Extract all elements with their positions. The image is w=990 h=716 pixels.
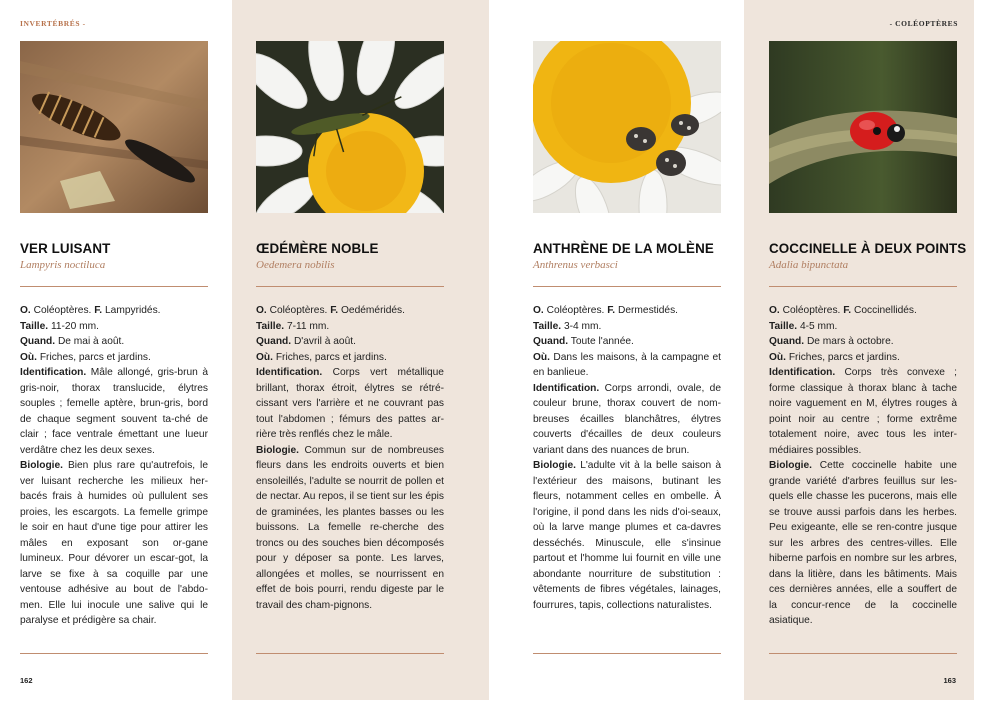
species-description: O. Coléoptères. F. Lampyridés. Taille. 11-20 mm. Quand. De mai à août. Où. Friches, parcs et jardins. Identification. Mâle allongé, gris-brun à gris-noir, thorax translucide, élytres souples ; femelle aptère, brun-gris, bord de chaque segment souvent ta-ché de clair ; face ventrale émettant une lueur verdâtre chez les deux sexes. Biologie. Bien plus rare qu'autrefois, le ver luisant recherche les milieux her-bacés frais à humides où pullulent ses proies, les escargots. La femelle grimpe le soir en haut d'une tige pour attirer les mâles en exposant son or-gane lumineux. Pour dévorer un escar-got, la larve se fixe à sa coquille par une ventouse adhésive au bout de l'abdo-men. Elle lui inocule une salive qui le paralyse et prédigère sa chair. bbox=[20, 305, 208, 626]
divider bbox=[256, 653, 444, 654]
running-head: INVERTÉBRÉS - bbox=[20, 19, 86, 28]
page-number: 163 bbox=[943, 676, 956, 685]
divider bbox=[533, 653, 721, 654]
carpet-beetle-photo bbox=[533, 41, 721, 213]
species-latin-name: Adalia bipunctata bbox=[769, 259, 849, 271]
species-card bbox=[20, 41, 208, 629]
flower-beetle-photo bbox=[256, 41, 444, 213]
species-name: ANTHRÈNE DE LA MOLÈNE bbox=[533, 241, 714, 256]
glowworm-photo bbox=[20, 41, 208, 213]
right-page bbox=[495, 0, 990, 716]
page-number: 162 bbox=[20, 676, 33, 685]
species-description: O. Coléoptères. F. Coccinellidés. Taille. 4-5 mm. Quand. De mars à octobre. Où. Friches, parcs et jardins. Identification. Corps très convexe ; forme classique à thorax blanc à tache noire vaguement en M, élytres rouges à point noir au centre ; forme extrême totalement noire, avec tous les inter-médiaires possibles. Biologie. Cette coccinelle habite une grande variété d'arbres feuillus sur les-quels elle chasse les pucerons, mais elle se trouve aussi parfois dans les herbes. Peu exigeante, elle se ren-contre jusque sur les arbres des centres-villes. Elle hiberne parfois en nombre sur les arbres, dans la litière, dans les bâtiments. Mais ces dernières années, elle a souffert de la concur-rence de la coccinelle asiatique. bbox=[769, 305, 957, 626]
species-name: VER LUISANT bbox=[20, 241, 111, 256]
species-latin-name: Oedemera nobilis bbox=[256, 259, 335, 271]
species-latin-name: Lampyris noctiluca bbox=[20, 259, 106, 271]
divider bbox=[20, 653, 208, 654]
species-name: ŒDÉMÈRE NOBLE bbox=[256, 241, 379, 256]
species-name: COCCINELLE À DEUX POINTS bbox=[769, 241, 967, 256]
species-card bbox=[256, 41, 444, 613]
divider bbox=[769, 286, 957, 287]
ladybird-photo bbox=[769, 41, 957, 213]
species-description: O. Coléoptères. F. Oedéméridés. Taille. 7-11 mm. Quand. D'avril à août. Où. Friches, parcs et jardins. Identification. Corps vert métallique brillant, thorax étroit, élytres se rétré-cissant vers l'arrière et ne couvrant pas tout l'abdomen ; fémurs des pattes ar-rière très renflés chez le mâle. Biologie. Commun sur de nombreuses fleurs dans les endroits ouverts et bien ensoleillés, l'adulte se nourrit de pollen et de nectar. Au repos, il se tient sur les épis de graminées, les plantes basses ou les buissons. La femelle re-cherche des troncs ou des souches bien décomposés pour y déposer sa ponte. Les larves, allongées et molles, se nourrissent en effet de bois pourri, rendu digeste par le travail des cham-pignons. bbox=[256, 305, 445, 611]
divider bbox=[20, 286, 208, 287]
divider bbox=[256, 286, 444, 287]
species-card bbox=[769, 41, 967, 629]
species-card bbox=[533, 41, 721, 613]
species-description: O. Coléoptères. F. Dermestidés. Taille. 3-4 mm. Quand. Toute l'année. Où. Dans les maisons, à la campagne et en banlieue. Identification. Corps arrondi, ovale, de couleur brune, thorax couvert de nom-breuses écailles blanchâtres, élytres couverts d'écailles de deux couleurs variant dans des nuances de brun. Biologie. L'adulte vit à la belle saison à l'extérieur des maisons, butinant les fleurs, notamment celles en ombelle. À l'origine, il pond dans les nids d'oi-seaux, où la larve mange plumes et ca-davres desséchés. Minuscule, elle s'insinue partout et l'homme lui fournit en ville une abondante nourriture de substitution : vêtements de fibres végétales, lainages, fourrures, tapis, collections naturalistes. bbox=[533, 305, 721, 611]
divider bbox=[769, 653, 957, 654]
divider bbox=[533, 286, 721, 287]
running-head: - COLÉOPTÈRES bbox=[889, 19, 958, 28]
species-latin-name: Anthrenus verbasci bbox=[533, 259, 618, 271]
